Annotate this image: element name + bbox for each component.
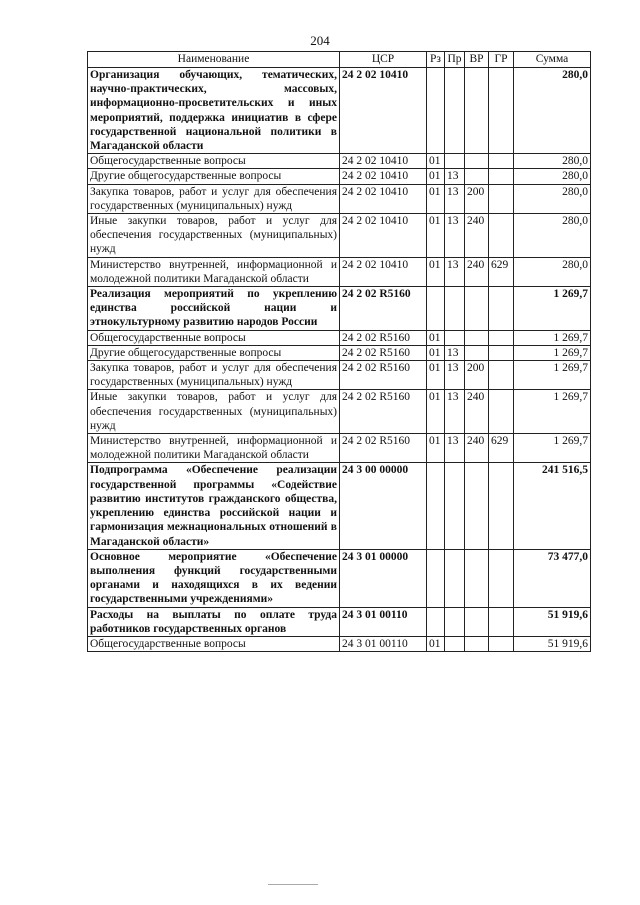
- cell-name: Иные закупки товаров, работ и услуг для обеспечения государственных (муниципальных) нужд: [88, 390, 340, 434]
- cell-gr: [489, 361, 514, 390]
- cell-csr: 24 2 02 R5160: [340, 361, 427, 390]
- cell-gr: [489, 390, 514, 434]
- cell-pr: 13: [445, 169, 465, 184]
- cell-sum: 1 269,7: [514, 361, 591, 390]
- cell-rz: [427, 68, 445, 154]
- cell-sum: 73 477,0: [514, 549, 591, 607]
- cell-csr: 24 2 02 10410: [340, 214, 427, 258]
- cell-gr: [489, 607, 514, 636]
- cell-gr: [489, 345, 514, 360]
- table-row: [88, 390, 591, 434]
- cell-name: Другие общегосударственные вопросы: [88, 345, 340, 360]
- header-rz: Рз: [427, 52, 445, 68]
- cell-name: Общегосударственные вопросы: [88, 330, 340, 345]
- cell-name: Организация обучающих, тематических, научно-практических, массовых, информационно-просветительских и иных мероприятий, поддержка инициатив в сфере государственной национальной политики в Магаданской области: [88, 68, 340, 154]
- header-csr: ЦСР: [340, 52, 427, 68]
- cell-vr: [465, 68, 489, 154]
- cell-name: Реализация мероприятий по укреплению единства российской нации и этнокультурному развитию народов России: [88, 287, 340, 331]
- cell-rz: [427, 549, 445, 607]
- cell-csr: 24 2 02 R5160: [340, 287, 427, 331]
- cell-sum: 280,0: [514, 68, 591, 154]
- page-number: 204: [310, 33, 330, 48]
- cell-pr: 13: [445, 361, 465, 390]
- cell-gr: [489, 169, 514, 184]
- cell-rz: [427, 287, 445, 331]
- cell-sum: 1 269,7: [514, 345, 591, 360]
- cell-sum: 280,0: [514, 154, 591, 169]
- cell-vr: 240: [465, 434, 489, 463]
- cell-rz: 01: [427, 169, 445, 184]
- cell-sum: 1 269,7: [514, 287, 591, 331]
- header-sum: Сумма: [514, 52, 591, 68]
- cell-gr: 629: [489, 257, 514, 286]
- cell-name: Иные закупки товаров, работ и услуг для обеспечения государственных (муниципальных) нужд: [88, 214, 340, 258]
- cell-vr: [465, 607, 489, 636]
- table-row: [88, 169, 591, 184]
- cell-vr: 240: [465, 214, 489, 258]
- cell-pr: [445, 287, 465, 331]
- table-header-row: [88, 52, 591, 68]
- cell-sum: 1 269,7: [514, 330, 591, 345]
- cell-name: Общегосударственные вопросы: [88, 636, 340, 651]
- cell-sum: 280,0: [514, 169, 591, 184]
- cell-vr: [465, 330, 489, 345]
- cell-csr: 24 3 00 00000: [340, 463, 427, 549]
- cell-name: Основное мероприятие «Обеспечение выполнения функций государственными органами и находящихся в их ведении государственными учреждениями»: [88, 549, 340, 607]
- cell-vr: [465, 636, 489, 651]
- cell-pr: [445, 607, 465, 636]
- cell-name: Другие общегосударственные вопросы: [88, 169, 340, 184]
- footer-line: [268, 884, 318, 885]
- cell-vr: [465, 463, 489, 549]
- cell-gr: [489, 330, 514, 345]
- table-row: [88, 287, 591, 331]
- cell-pr: 13: [445, 214, 465, 258]
- table-row: [88, 549, 591, 607]
- cell-csr: 24 3 01 00110: [340, 607, 427, 636]
- cell-csr: 24 2 02 10410: [340, 154, 427, 169]
- cell-rz: [427, 463, 445, 549]
- cell-gr: [489, 549, 514, 607]
- cell-pr: 13: [445, 257, 465, 286]
- table-row: [88, 345, 591, 360]
- cell-pr: [445, 154, 465, 169]
- cell-name: Подпрограмма «Обеспечение реализации государственной программы «Содействие развитию институтов гражданского общества, укреплению единства российской нации и гармонизация межнациональных отношений в Магаданской области»: [88, 463, 340, 549]
- cell-gr: 629: [489, 434, 514, 463]
- cell-rz: [427, 607, 445, 636]
- cell-vr: 240: [465, 257, 489, 286]
- cell-sum: 280,0: [514, 257, 591, 286]
- cell-pr: [445, 330, 465, 345]
- cell-vr: 200: [465, 184, 489, 213]
- cell-name: Закупка товаров, работ и услуг для обеспечения государственных (муниципальных) нужд: [88, 361, 340, 390]
- cell-csr: 24 2 02 10410: [340, 184, 427, 213]
- cell-pr: 13: [445, 434, 465, 463]
- header-vr: ВР: [465, 52, 489, 68]
- cell-gr: [489, 463, 514, 549]
- cell-vr: [465, 154, 489, 169]
- table-row: [88, 463, 591, 549]
- cell-pr: [445, 463, 465, 549]
- cell-rz: 01: [427, 636, 445, 651]
- cell-sum: 280,0: [514, 184, 591, 213]
- header-name: Наименование: [88, 52, 340, 68]
- cell-pr: 13: [445, 345, 465, 360]
- cell-rz: 01: [427, 361, 445, 390]
- table-row: [88, 434, 591, 463]
- header-gr: ГР: [489, 52, 514, 68]
- table-row: [88, 636, 591, 651]
- cell-csr: 24 2 02 R5160: [340, 390, 427, 434]
- cell-name: Министерство внутренней, информационной и молодежной политики Магаданской области: [88, 434, 340, 463]
- table-row: [88, 214, 591, 258]
- table-row: [88, 184, 591, 213]
- cell-csr: 24 2 02 10410: [340, 257, 427, 286]
- cell-rz: 01: [427, 345, 445, 360]
- cell-csr: 24 2 02 10410: [340, 169, 427, 184]
- cell-gr: [489, 68, 514, 154]
- cell-pr: 13: [445, 184, 465, 213]
- cell-vr: 200: [465, 361, 489, 390]
- cell-vr: [465, 345, 489, 360]
- cell-csr: 24 2 02 R5160: [340, 330, 427, 345]
- cell-sum: 51 919,6: [514, 607, 591, 636]
- cell-gr: [489, 154, 514, 169]
- cell-rz: 01: [427, 257, 445, 286]
- cell-name: Министерство внутренней, информационной и молодежной политики Магаданской области: [88, 257, 340, 286]
- cell-sum: 1 269,7: [514, 390, 591, 434]
- cell-vr: [465, 549, 489, 607]
- cell-rz: 01: [427, 434, 445, 463]
- cell-sum: 51 919,6: [514, 636, 591, 651]
- cell-vr: [465, 287, 489, 331]
- cell-rz: 01: [427, 214, 445, 258]
- cell-csr: 24 2 02 R5160: [340, 345, 427, 360]
- cell-pr: [445, 68, 465, 154]
- cell-pr: 13: [445, 390, 465, 434]
- cell-csr: 24 3 01 00110: [340, 636, 427, 651]
- cell-csr: 24 2 02 10410: [340, 68, 427, 154]
- table-row: [88, 607, 591, 636]
- cell-gr: [489, 214, 514, 258]
- table-row: [88, 330, 591, 345]
- cell-csr: 24 3 01 00000: [340, 549, 427, 607]
- cell-name: Расходы на выплаты по оплате труда работников государственных органов: [88, 607, 340, 636]
- table-row: [88, 154, 591, 169]
- cell-sum: 280,0: [514, 214, 591, 258]
- cell-gr: [489, 184, 514, 213]
- cell-csr: 24 2 02 R5160: [340, 434, 427, 463]
- cell-gr: [489, 287, 514, 331]
- header-pr: Пр: [445, 52, 465, 68]
- cell-name: Общегосударственные вопросы: [88, 154, 340, 169]
- cell-sum: 241 516,5: [514, 463, 591, 549]
- cell-rz: 01: [427, 330, 445, 345]
- cell-gr: [489, 636, 514, 651]
- table-row: [88, 257, 591, 286]
- cell-pr: [445, 636, 465, 651]
- cell-sum: 1 269,7: [514, 434, 591, 463]
- cell-vr: [465, 169, 489, 184]
- cell-pr: [445, 549, 465, 607]
- cell-rz: 01: [427, 184, 445, 213]
- table-row: [88, 68, 591, 154]
- cell-vr: 240: [465, 390, 489, 434]
- cell-rz: 01: [427, 390, 445, 434]
- cell-rz: 01: [427, 154, 445, 169]
- budget-table: [87, 51, 591, 652]
- cell-name: Закупка товаров, работ и услуг для обеспечения государственных (муниципальных) нужд: [88, 184, 340, 213]
- table-row: [88, 361, 591, 390]
